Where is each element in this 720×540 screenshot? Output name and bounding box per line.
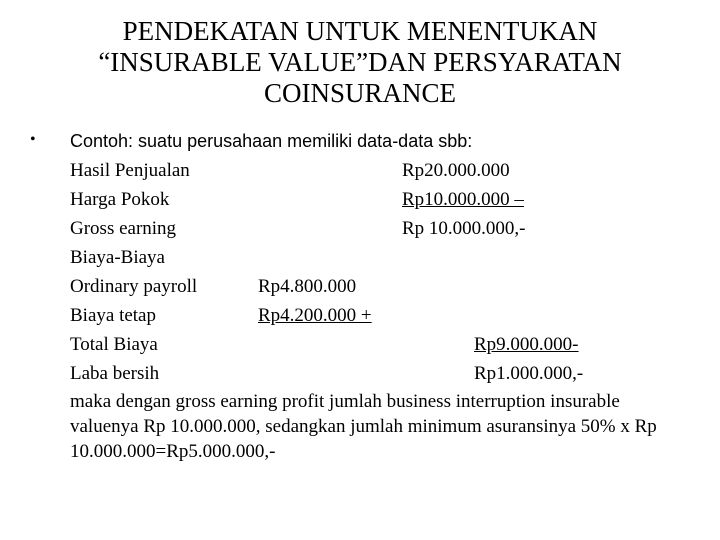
total-biaya-value: Rp9.000.000- bbox=[474, 334, 579, 355]
biaya-biaya-label: Biaya-Biaya bbox=[70, 247, 165, 268]
harga-pokok-value: Rp10.000.000 – bbox=[402, 189, 524, 210]
conclusion-paragraph: maka dengan gross earning profit jumlah business interruption insurable valuenya Rp 10.000.000, sedangkan jumlah minimum asuransinya 50% x Rp 10.000.000=Rp5.000.000,- bbox=[70, 391, 657, 462]
biaya-tetap-label: Biaya tetap bbox=[70, 305, 156, 326]
total-biaya-label: Total Biaya bbox=[70, 334, 158, 355]
harga-pokok-label: Harga Pokok bbox=[70, 189, 170, 210]
hasil-penjualan-label: Hasil Penjualan bbox=[70, 160, 190, 181]
title-line-1: PENDEKATAN UNTUK MENENTUKAN bbox=[122, 16, 598, 46]
title-line-3: COINSURANCE bbox=[263, 78, 457, 108]
intro-text: Contoh: suatu perusahaan memiliki data-data sbb: bbox=[70, 131, 473, 151]
bullet-icon: • bbox=[30, 131, 36, 148]
laba-bersih-value: Rp1.000.000,- bbox=[474, 363, 584, 384]
laba-bersih-label: Laba bersih bbox=[70, 363, 160, 384]
gross-earning-value: Rp 10.000.000,- bbox=[402, 218, 526, 239]
title-line-2: “INSURABLE VALUE”DAN PERSYARATAN bbox=[98, 47, 622, 77]
slide-title bbox=[0, 16, 720, 109]
gross-earning-label: Gross earning bbox=[70, 218, 177, 239]
biaya-tetap-value: Rp4.200.000 + bbox=[258, 305, 372, 326]
ordinary-payroll-value: Rp4.800.000 bbox=[258, 276, 357, 297]
ordinary-payroll-label: Ordinary payroll bbox=[70, 276, 198, 297]
hasil-penjualan-value: Rp20.000.000 bbox=[402, 160, 510, 181]
